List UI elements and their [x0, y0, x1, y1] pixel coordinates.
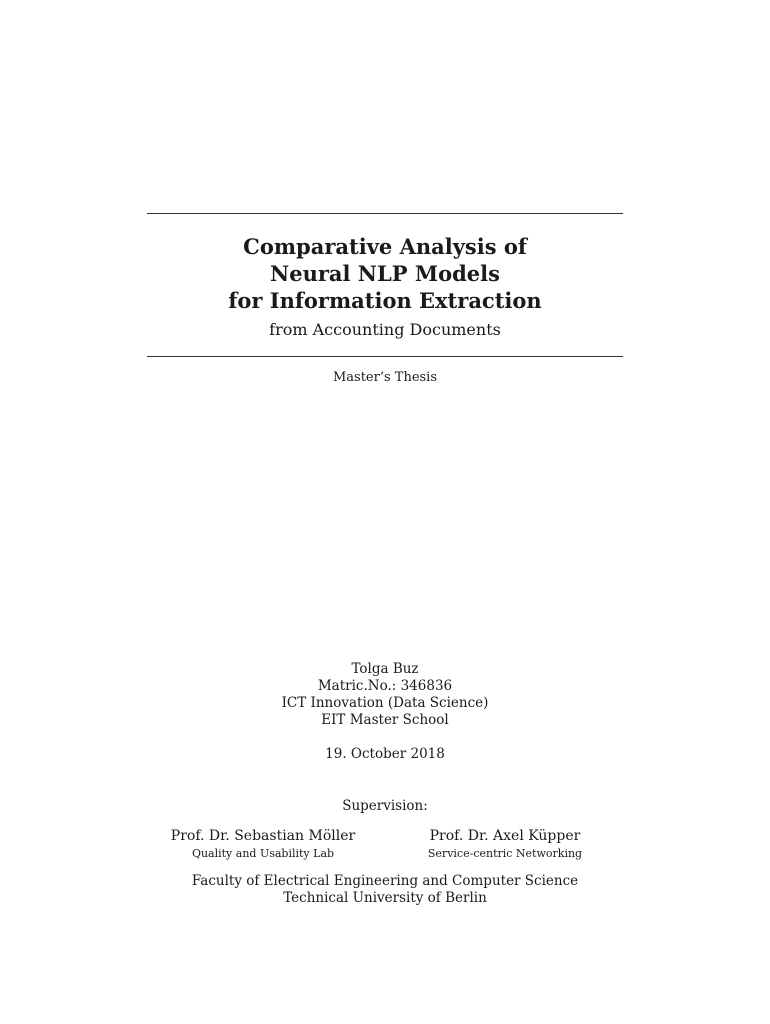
supervisor-name: Prof. Dr. Axel Küpper [429, 828, 581, 844]
author-name: Tolga Buz [351, 661, 419, 677]
bottom-rule [147, 356, 623, 357]
subtitle: from Accounting Documents [269, 320, 501, 339]
matriculation-number: Matric.No.: 346836 [317, 678, 453, 694]
title-line-3: for Information Extraction [228, 288, 542, 313]
author-block [0, 661, 770, 729]
title-line-2: Neural NLP Models [270, 261, 500, 286]
title-line-1: Comparative Analysis of [243, 234, 527, 259]
supervisor-lab: Quality and Usability Lab [191, 847, 335, 860]
supervisor-1 [158, 827, 368, 861]
study-program: ICT Innovation (Data Science) [281, 695, 489, 711]
supervision-label: Supervision: [342, 798, 428, 814]
supervisor-name: Prof. Dr. Sebastian Möller [170, 828, 356, 844]
institution-block [0, 873, 770, 907]
supervisor-lab: Service-centric Networking [427, 847, 583, 860]
school-name: EIT Master School [321, 712, 449, 728]
faculty-name: Faculty of Electrical Engineering and Computer Science [191, 873, 579, 889]
submission-date: 19. October 2018 [325, 746, 445, 762]
top-rule [147, 213, 623, 214]
supervisor-2 [403, 827, 607, 861]
thesis-type: Master’s Thesis [332, 370, 438, 385]
university-name: Technical University of Berlin [283, 890, 487, 906]
